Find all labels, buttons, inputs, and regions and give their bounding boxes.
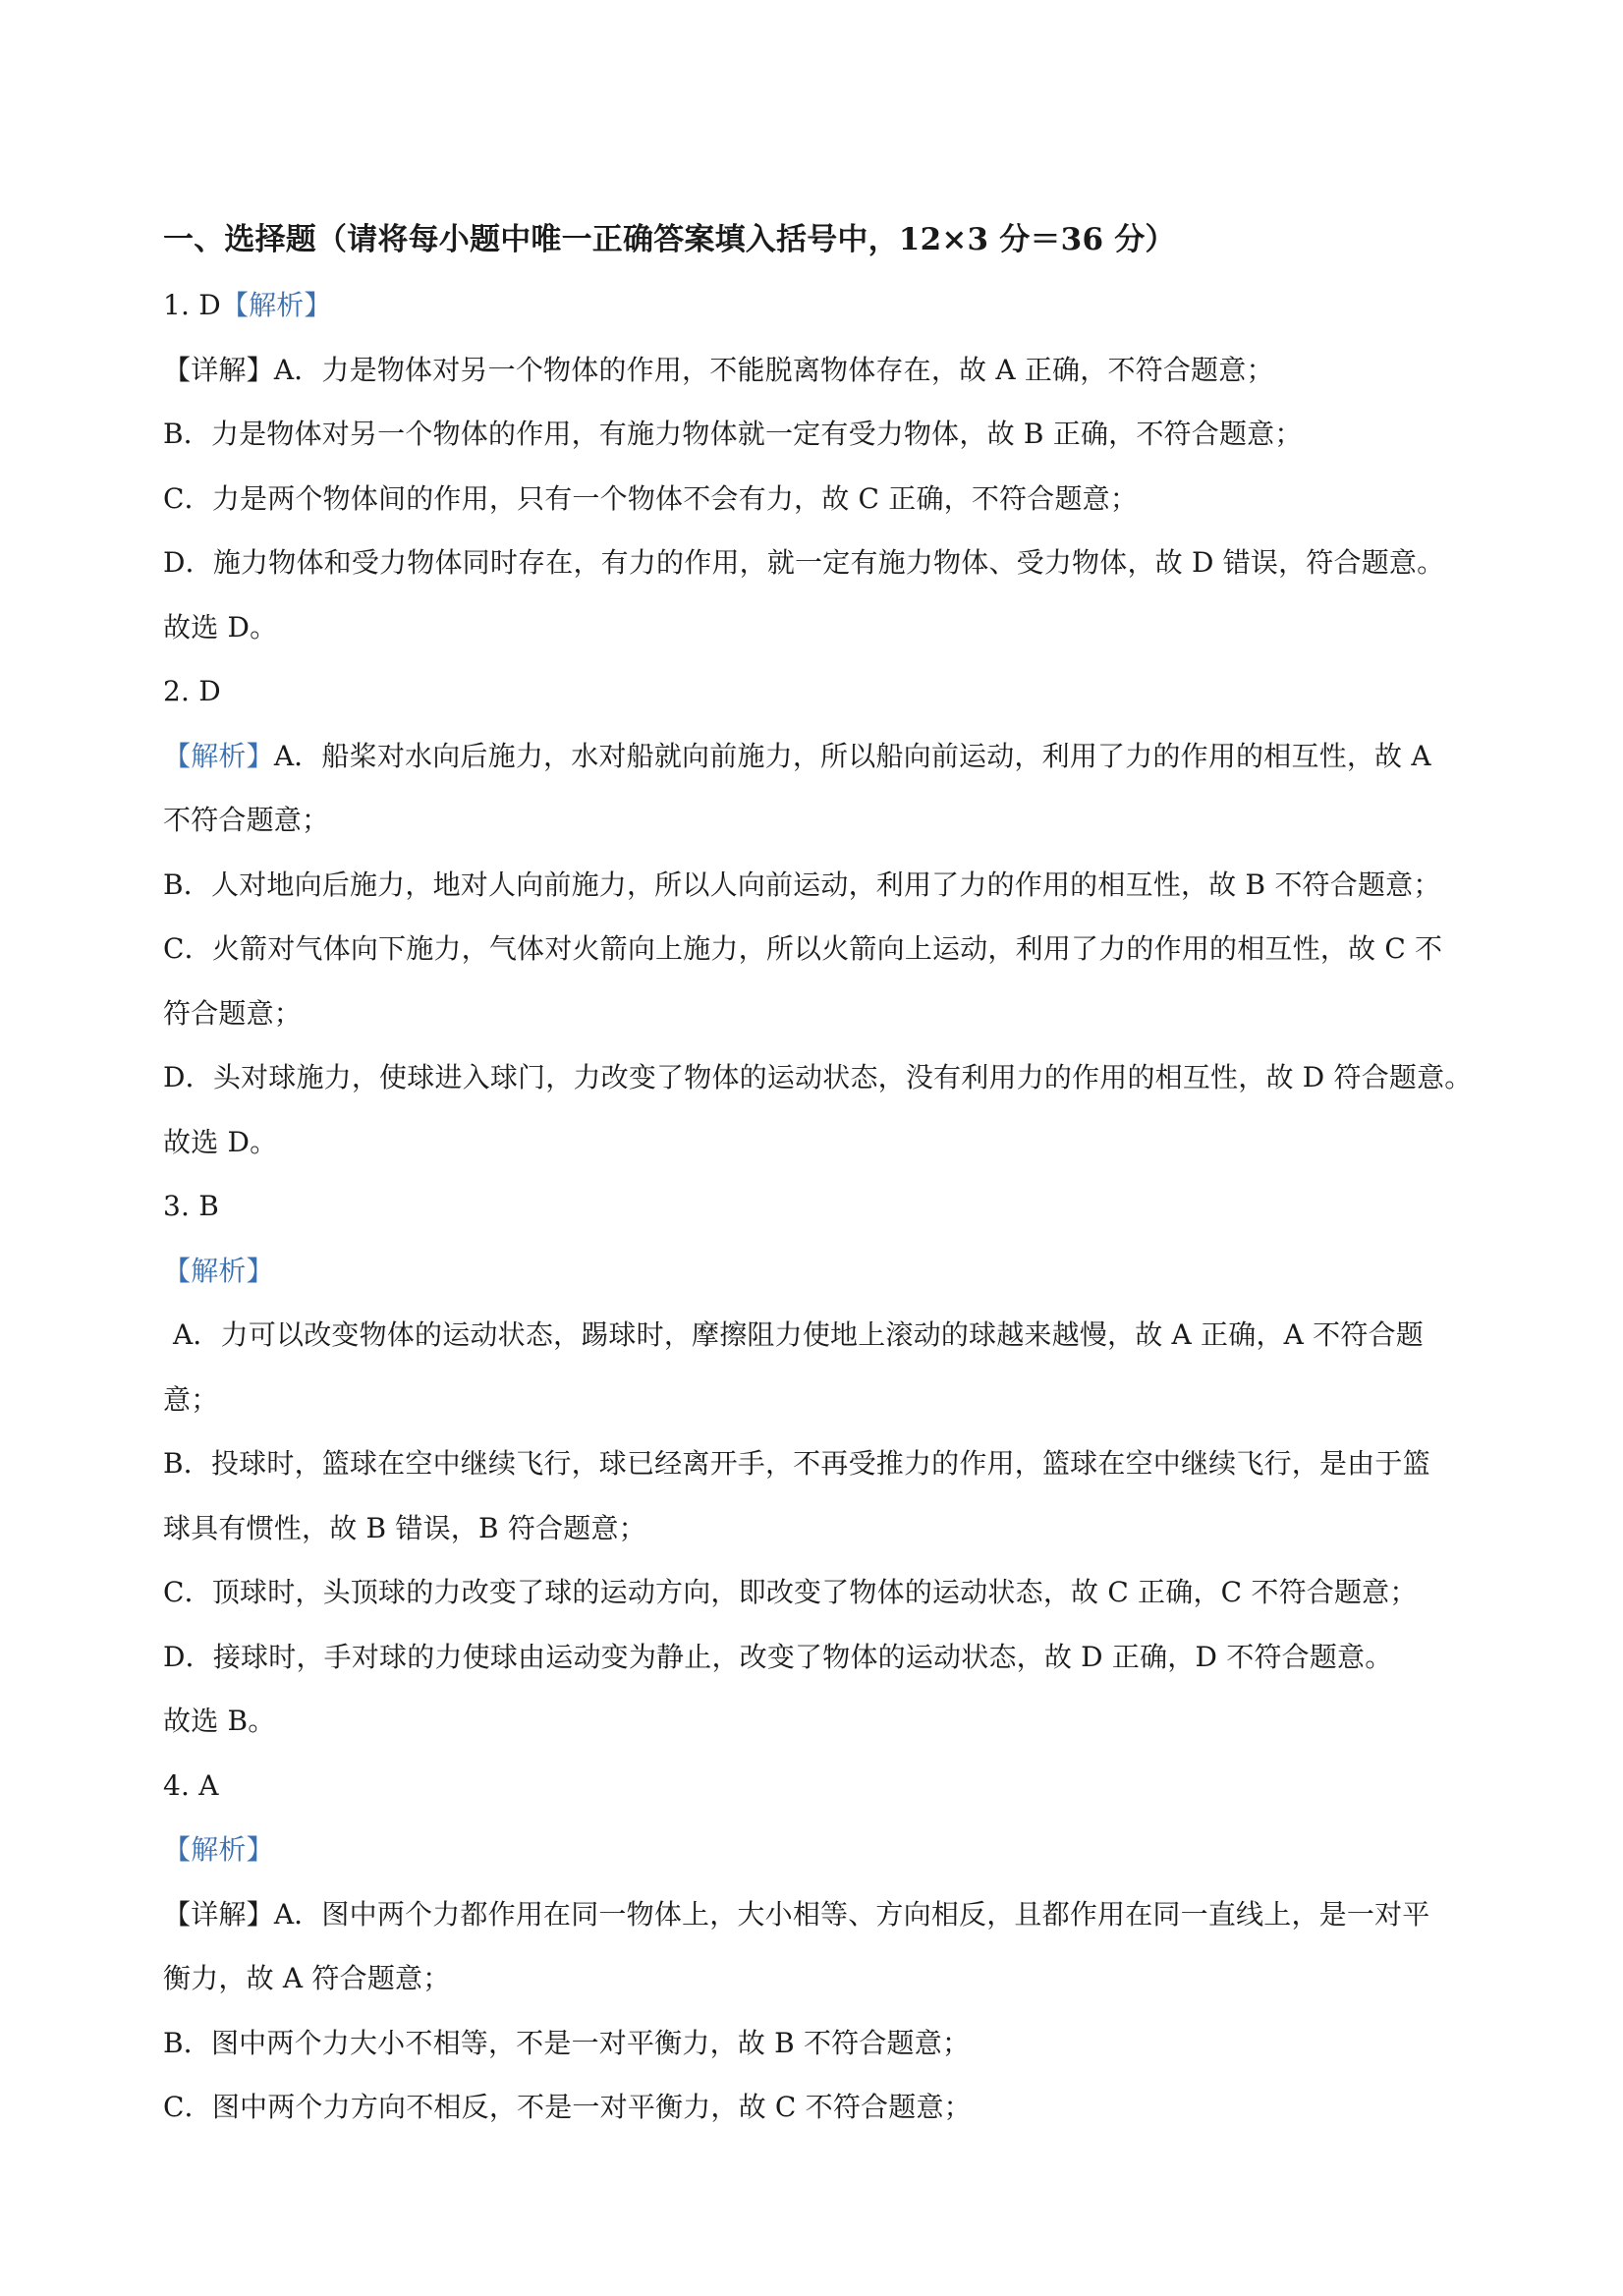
q3-line-5: C．顶球时，头顶球的力改变了球的运动方向，即改变了物体的运动状态，故 C 正确，C 不符合题意；: [163, 1576, 1418, 1608]
document-page: [163, 206, 1480, 2140]
q2-conclusion: 故选 D。: [163, 1125, 278, 1158]
q1-detail-tag: 【详解】: [163, 353, 274, 386]
q3-conclusion: 故选 B。: [163, 1705, 276, 1737]
q1-line-3: C．力是两个物体间的作用，只有一个物体不会有力，故 C 正确，不符合题意；: [163, 481, 1139, 515]
q1-line-1: 【详解】A．力是物体对另一个物体的作用，不能脱离物体存在，故 A 正确，不符合题意；: [163, 353, 1274, 386]
q1-line-2: B．力是物体对另一个物体的作用，有施力物体就一定有受力物体，故 B 正确，不符合题意；: [163, 418, 1303, 450]
section-heading: 一、选择题（请将每小题中唯一正确答案填入括号中，12×3 分＝36 分）: [163, 222, 1176, 257]
q3-line-1: A．力可以改变物体的运动状态，踢球时，摩擦阻力使地上滚动的球越来越慢，故 A 正确，A 不符合题: [173, 1318, 1424, 1351]
q4-detail-tag: 【详解】: [163, 1897, 274, 1931]
q4-analysis-tag: 【解析】: [163, 1833, 274, 1866]
q2-line-1: 【解析】A．船桨对水向后施力，水对船就向前施力，所以船向前运动，利用了力的作用的相互性，故 A: [163, 739, 1431, 772]
q4-answer: 4. A: [163, 1768, 219, 1802]
q1-line-4: D．施力物体和受力物体同时存在，有力的作用，就一定有施力物体、受力物体，故 D 错误，符合题意。: [163, 546, 1445, 579]
q2-line-4: C．火箭对气体向下施力，气体对火箭向上施力，所以火箭向上运动，利用了力的作用的相互性，故 C 不: [163, 932, 1443, 965]
q4-line-1: 【详解】A．图中两个力都作用在同一物体上，大小相等、方向相反，且都作用在同一直线上，是一对平: [163, 1897, 1430, 1931]
q4-line-3: B．图中两个力大小不相等，不是一对平衡力，故 B 不符合题意；: [163, 2026, 971, 2059]
q2-line-2: 不符合题意；: [163, 804, 330, 836]
q3-line-2: 意；: [163, 1382, 219, 1416]
q2-line-3: B．人对地向后施力，地对人向前施力，所以人向前运动，利用了力的作用的相互性，故 B 不符合题意；: [163, 868, 1441, 901]
q1-analysis-tag: 【解析】: [220, 289, 332, 321]
q1-number: 1. D: [163, 289, 221, 321]
q1-answer: [163, 273, 1480, 338]
q4-line-2: 衡力，故 A 符合题意；: [163, 1962, 451, 1994]
q2-analysis-tag: 【解析】: [163, 739, 274, 772]
q3-line-4: 球具有惯性，故 B 错误，B 符合题意；: [163, 1511, 646, 1544]
q2-answer: 2. D: [163, 675, 221, 707]
q3-line-3: B．投球时，篮球在空中继续飞行，球已经离开手，不再受推力的作用，篮球在空中继续飞行，是由于篮: [163, 1447, 1430, 1480]
q3-answer: 3. B: [163, 1190, 219, 1222]
q2-line-5: 符合题意；: [163, 996, 303, 1030]
q1-conclusion: 故选 D。: [163, 610, 278, 644]
q2-line-6: D．头对球施力，使球进入球门，力改变了物体的运动状态，没有利用力的作用的相互性，故 D 符合题意。: [163, 1061, 1473, 1093]
q4-line-4: C．图中两个力方向不相反，不是一对平衡力，故 C 不符合题意；: [163, 2091, 972, 2123]
q3-line-6: D．接球时，手对球的力使球由运动变为静止，改变了物体的运动状态，故 D 正确，D 不符合题意。: [163, 1640, 1393, 1673]
q3-analysis-tag: 【解析】: [163, 1254, 274, 1287]
